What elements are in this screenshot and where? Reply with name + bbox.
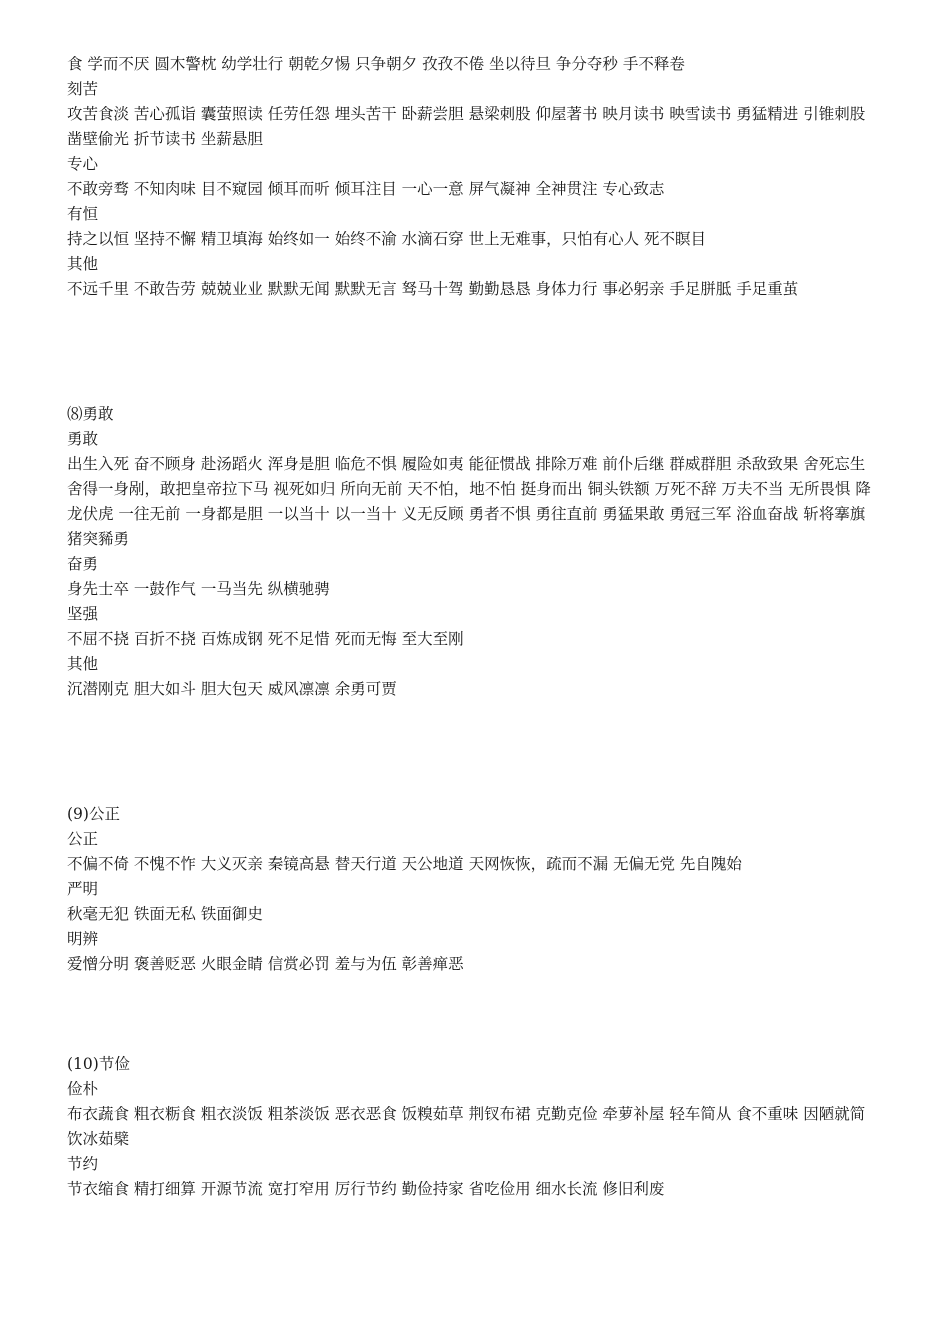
group-title: 其他	[67, 655, 99, 673]
idiom-list: 沉潜刚克 胆大如斗 胆大包天 威风凛凛 余勇可贾	[67, 680, 397, 698]
idiom-list: 不屈不挠 百折不挠 百炼成钢 死不足惜 死而无悔 至大至刚	[67, 630, 464, 648]
idiom-list: 食 学而不厌 圆木警枕 幼学壮行 朝乾夕惕 只争朝夕 孜孜不倦 坐以待旦 争分夺秒 手不释卷	[67, 55, 685, 73]
section-diligence	[67, 52, 879, 302]
group-title: 刻苦	[67, 80, 99, 98]
group-title: 勇敢	[67, 430, 99, 448]
idiom-list: 攻苦食淡 苦心孤诣 囊萤照读 任劳任怨 埋头苦干 卧薪尝胆 悬梁刺股 仰屋著书 映月读书 映雪读书 勇猛精进 引锥刺股 凿壁偷光 折节读书 坐薪悬胆	[67, 105, 866, 148]
idiom-list: 出生入死 奋不顾身 赴汤蹈火 浑身是胆 临危不惧 履险如夷 能征惯战 排除万难 前仆后继 群威群胆 杀敌致果 舍死忘生 舍得一身剐，敢把皇帝拉下马 视死如归 所向无前 天不怕，地不怕 挺身而出 铜头铁额 万死不辞 万夫不当 无所畏惧 降龙伏虎 一往无前 一身都是胆 一以当十 以一当十 义无反顾 勇者不惧 勇往直前 勇猛果敢 勇冠三军 浴血奋战 斩将搴旗 猪突豨勇	[67, 455, 871, 548]
section-heading: ⑻勇敢	[67, 405, 114, 423]
group-title: 其他	[67, 255, 99, 273]
group-title: 奋勇	[67, 555, 99, 573]
group-title: 公正	[67, 830, 99, 848]
idiom-list: 持之以恒 坚持不懈 精卫填海 始终如一 始终不渝 水滴石穿 世上无难事，只怕有心人 死不瞑目	[67, 230, 706, 248]
idiom-list: 节衣缩食 精打细算 开源节流 宽打窄用 厉行节约 勤俭持家 省吃俭用 细水长流 修旧利废	[67, 1180, 665, 1198]
group-title: 严明	[67, 880, 99, 898]
section-justice	[67, 802, 879, 977]
idiom-list: 身先士卒 一鼓作气 一马当先 纵横驰骋	[67, 580, 330, 598]
idiom-list: 布衣蔬食 粗衣粝食 粗衣淡饭 粗茶淡饭 恶衣恶食 饭糗茹草 荆钗布裙 克勤克俭 牵萝补屋 轻车简从 食不重味 因陋就简 饮冰茹檗	[67, 1105, 866, 1148]
idiom-list: 不远千里 不敢告劳 兢兢业业 默默无闻 默默无言 驽马十驾 勤勤恳恳 身体力行 事必躬亲 手足胼胝 手足重茧	[67, 280, 799, 298]
idiom-list: 不敢旁骛 不知肉味 目不窥园 倾耳而听 倾耳注目 一心一意 屏气凝神 全神贯注 专心致志	[67, 180, 665, 198]
section-heading: (9)公正	[67, 805, 120, 823]
section-heading: (10)节俭	[67, 1055, 130, 1073]
idiom-list: 秋毫无犯 铁面无私 铁面御史	[67, 905, 263, 923]
group-title: 有恒	[67, 205, 99, 223]
group-title: 明辨	[67, 930, 99, 948]
document-body	[67, 52, 879, 1202]
idiom-list: 不偏不倚 不愧不怍 大义灭亲 秦镜高悬 替天行道 天公地道 天网恢恢，疏而不漏 无偏无党 先自隗始	[67, 855, 742, 873]
group-title: 节约	[67, 1155, 99, 1173]
group-title: 专心	[67, 155, 99, 173]
section-frugality	[67, 1052, 879, 1202]
group-title: 俭朴	[67, 1080, 99, 1098]
idiom-list: 爱憎分明 褒善贬恶 火眼金睛 信赏必罚 羞与为伍 彰善瘅恶	[67, 955, 464, 973]
section-courage	[67, 402, 879, 702]
group-title: 坚强	[67, 605, 99, 623]
